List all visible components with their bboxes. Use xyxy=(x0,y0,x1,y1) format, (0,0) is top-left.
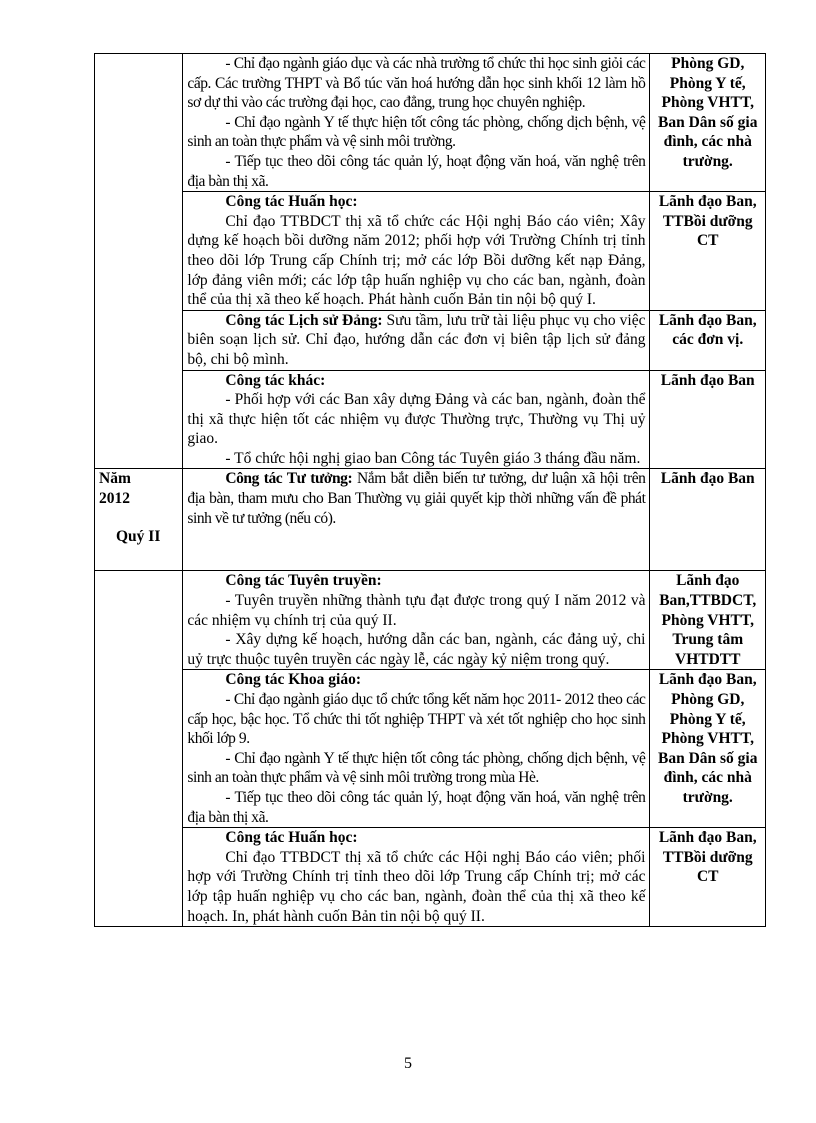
content-paragraph: - Tuyên truyền những thành tựu đạt được trong quý I năm 2012 và các nhiệm vụ chính trị của quý II. xyxy=(187,592,646,629)
plan-table-container xyxy=(94,53,766,927)
table-row xyxy=(95,571,766,670)
content-paragraph: Chỉ đạo TTBDCT thị xã tổ chức các Hội nghị Báo cáo viên; Xây dựng kế hoạch bồi dưỡng năm 2012; phối hợp với Trường Chính trị tỉnh theo dõi lớp Trung cấp Chính trị; mở các lớp Bồi dưỡng kết nạp Đảng, lớp đảng viên mới; các lớp tập huấn nghiệp vụ cho các ban, ngành, đoàn thể của thị xã theo kế hoạch. Phát hành cuốn Bản tin nội bộ quý I. xyxy=(187,212,646,309)
table-row xyxy=(95,469,766,571)
page-number: 5 xyxy=(404,1055,412,1072)
period-cell-empty xyxy=(95,54,183,469)
section-heading: Công tác Khoa giáo: xyxy=(225,671,362,689)
content-cell xyxy=(183,310,650,370)
content-paragraph: - Xây dựng kế hoạch, hướng dẫn các ban, ngành, các đảng uỷ, chi uỷ trực thuộc tuyên truyền các ngày lễ, các ngày kỷ niệm trong quý. xyxy=(187,631,646,668)
content-cell xyxy=(183,828,650,927)
content-paragraph: - Phối hợp với các Ban xây dựng Đảng và các ban, ngành, đoàn thể thị xã thực hiện tốt các nhiệm vụ được Thường trực, Thường vụ Thị uỷ giao. xyxy=(187,391,646,448)
responsible-cell: Phòng GD, Phòng Y tế, Phòng VHTT, Ban Dân số gia đình, các nhà trường. xyxy=(650,54,766,192)
content-paragraph xyxy=(187,469,645,528)
content-cell xyxy=(183,571,650,670)
table-row xyxy=(95,370,766,469)
content-cell xyxy=(183,670,650,828)
responsible-cell: Lãnh đạo Ban,TTBDCT, Phòng VHTT, Trung tâm VHTDTT xyxy=(650,571,766,670)
table-row xyxy=(95,670,766,828)
content-paragraph: - Chỉ đạo ngành giáo dục và các nhà trường tổ chức thi học sinh giỏi các cấp. Các trường THPT và Bổ túc văn hoá hướng dẫn học sinh khối 12 làm hồ sơ dự thi vào các trường đại học, cao đẳng, trung học chuyên nghiệp. xyxy=(187,55,646,112)
period-quarter: Quý II xyxy=(116,527,161,545)
responsible-cell: Lãnh đạo Ban xyxy=(650,370,766,469)
content-cell xyxy=(183,54,650,192)
section-heading: Công tác Lịch sử Đảng: xyxy=(225,311,383,329)
content-paragraph xyxy=(187,311,645,370)
section-heading: Công tác Tuyên truyền: xyxy=(225,572,382,590)
period-year: 2012 xyxy=(99,490,130,508)
content-paragraph: - Tiếp tục theo dõi công tác quản lý, hoạt động văn hoá, văn nghệ trên địa bàn thị xã. xyxy=(187,789,646,826)
inline-text: Sưu tầm, lưu trữ tài liệu phục vụ cho việc biên soạn lịch sử. Chỉ đạo, hướng dẫn các đơn vị biên tập lịch sử đảng bộ, chi bộ mình. xyxy=(187,311,646,368)
table-row xyxy=(95,310,766,370)
section-heading: Công tác Huấn học: xyxy=(225,829,358,847)
content-paragraph: - Tổ chức hội nghị giao ban Công tác Tuyên giáo 3 tháng đầu năm. xyxy=(225,449,641,467)
content-paragraph: Chỉ đạo TTBDCT thị xã tổ chức các Hội nghị Báo cáo viên; phối hợp với Trường Chính trị tỉnh theo dõi lớp Trung cấp Chính trị; mở các lớp tập huấn nghiệp vụ cho các ban, ngành, đoàn thể của thị xã theo kế hoạch. In, phát hành cuốn Bản tin nội bộ quý II. xyxy=(187,848,646,925)
table-row xyxy=(95,54,766,192)
content-paragraph: - Chỉ đạo ngành Y tế thực hiện tốt công tác phòng, chống dịch bệnh, vệ sinh an toàn thực phẩm và vệ sinh môi trường. xyxy=(187,113,646,151)
content-paragraph: - Chỉ đạo ngành Y tế thực hiện tốt công tác phòng, chống dịch bệnh, vệ sinh an toàn thực phẩm và vệ sinh môi trường trong mùa Hè. xyxy=(187,749,646,787)
responsible-cell: Lãnh đạo Ban, Phòng GD, Phòng Y tế, Phòng VHTT, Ban Dân số gia đình, các nhà trường. xyxy=(650,670,766,828)
table-row xyxy=(95,828,766,927)
content-cell xyxy=(183,469,650,571)
inline-text: Nắm bắt diễn biến tư tưởng, dư luận xã hội trên địa bàn, tham mưu cho Ban Thường vụ giải quyết kịp thời những vấn đề phát sinh về tư tưởng (nếu có). xyxy=(187,470,646,527)
content-paragraph: - Chỉ đạo ngành giáo dục tổ chức tổng kết năm học 2011- 2012 theo các cấp học, bậc học. Tổ chức thi tốt nghiệp THPT và xét tốt nghiệp cho học sinh khối lớp 9. xyxy=(187,691,646,748)
responsible-cell: Lãnh đạo Ban, các đơn vị. xyxy=(650,310,766,370)
period-year-label: Năm xyxy=(99,470,131,488)
responsible-cell: Lãnh đạo Ban, TTBồi dưỡng CT xyxy=(650,828,766,927)
responsible-cell: Lãnh đạo Ban, TTBồi dưỡng CT xyxy=(650,192,766,311)
content-paragraph: - Tiếp tục theo dõi công tác quản lý, hoạt động văn hoá, văn nghệ trên địa bàn thị xã. xyxy=(187,152,646,190)
content-cell xyxy=(183,192,650,311)
responsible-cell: Lãnh đạo Ban xyxy=(650,469,766,571)
section-heading: Công tác Tư tưởng: xyxy=(225,470,353,488)
table-row xyxy=(95,192,766,311)
section-heading: Công tác khác: xyxy=(225,371,326,389)
period-cell-empty xyxy=(95,571,183,927)
plan-table xyxy=(94,53,766,927)
period-cell xyxy=(95,469,183,571)
content-cell xyxy=(183,370,650,469)
section-heading: Công tác Huấn học: xyxy=(225,193,358,211)
